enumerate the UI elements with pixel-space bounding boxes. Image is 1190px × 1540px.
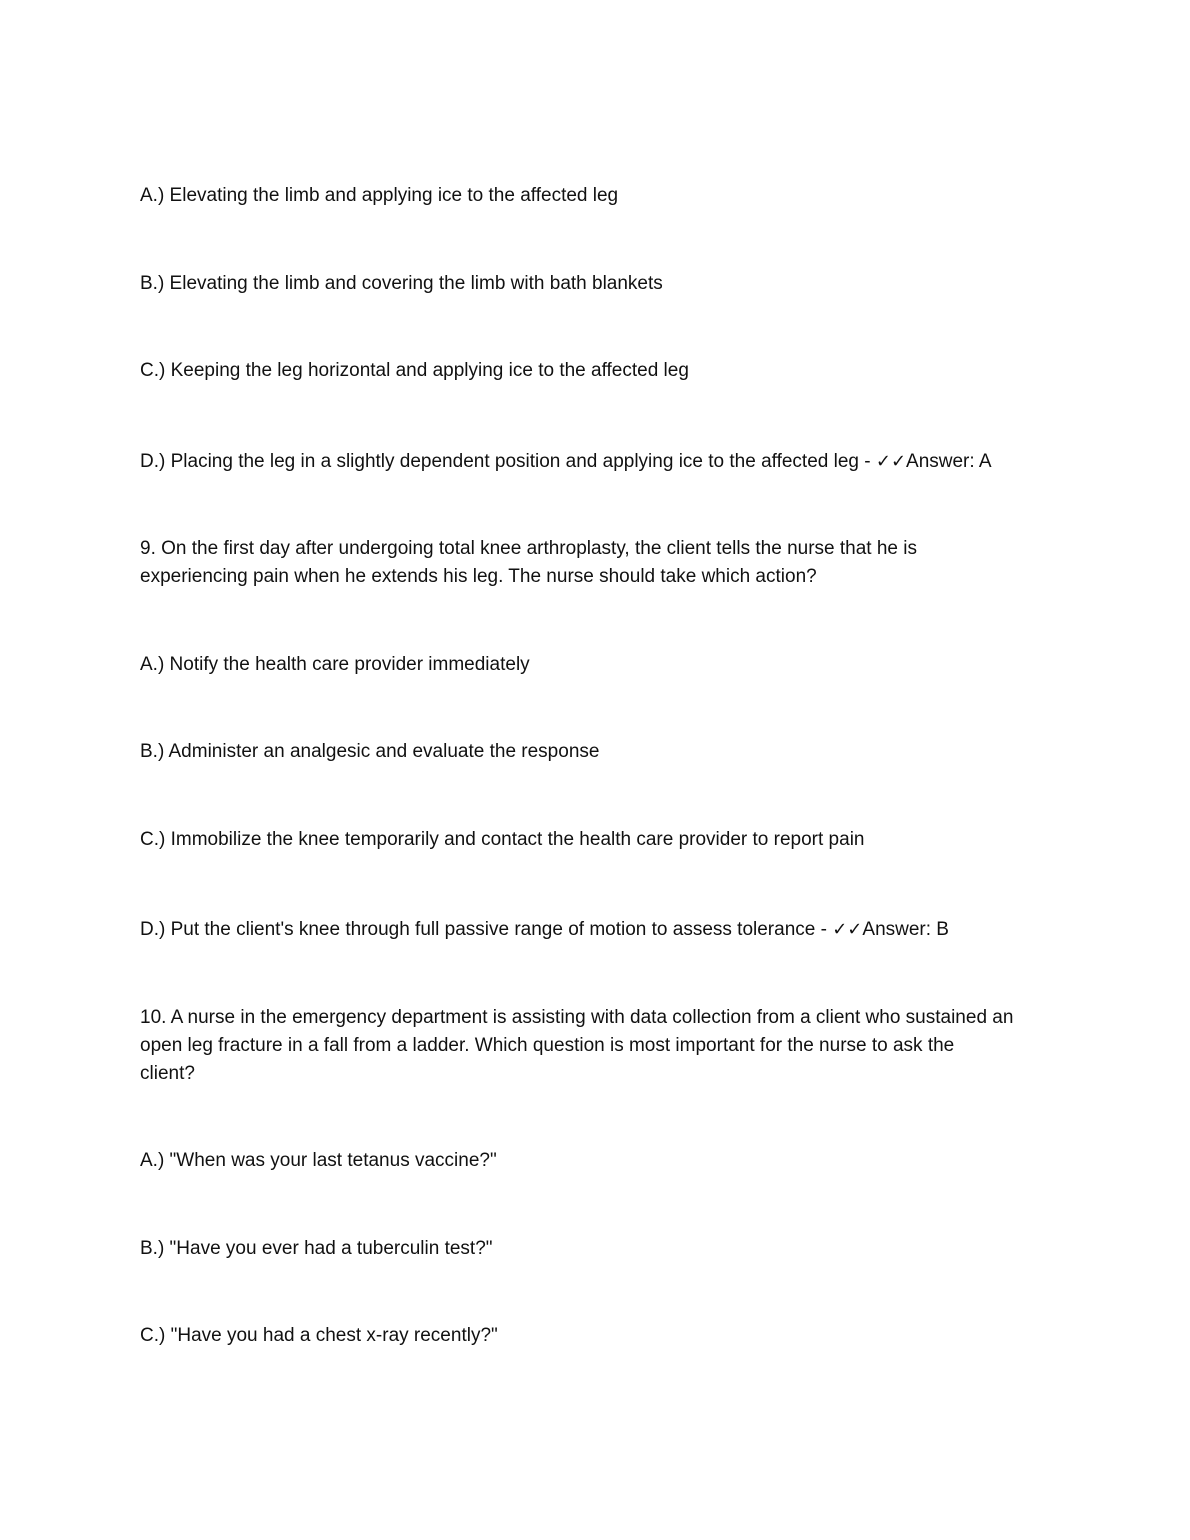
q8-option-b: B.) Elevating the limb and covering the limb with bath blankets	[140, 273, 663, 294]
q9-option-d-text: D.) Put the client's knee through full passive range of motion to assess tolerance -	[140, 919, 833, 940]
q9-option-d	[140, 916, 1060, 944]
q9-option-a: A.) Notify the health care provider immediately	[140, 654, 530, 675]
q10-question-line-1: 10. A nurse in the emergency department is assisting with data collection from a client who sustained an	[140, 1007, 1014, 1028]
q8-option-c: C.) Keeping the leg horizontal and applying ice to the affected leg	[140, 360, 689, 381]
q9-answer: Answer: B	[862, 919, 949, 940]
q10-question-line-2: open leg fracture in a fall from a ladder. Which question is most important for the nurse to ask the	[140, 1035, 955, 1056]
q10-option-c: C.) "Have you had a chest x-ray recently?"	[140, 1325, 498, 1346]
check-icon: ✓✓	[875, 451, 907, 472]
q10-question	[140, 1004, 1060, 1088]
q9-question-line-2: experiencing pain when he extends his leg. The nurse should take which action?	[140, 566, 817, 587]
q8-option-d-text: D.) Placing the leg in a slightly dependent position and applying ice to the affected leg -	[140, 451, 876, 472]
q10-option-b: B.) "Have you ever had a tuberculin test?"	[140, 1238, 493, 1259]
q9-question	[140, 535, 1060, 591]
q10-question-line-3: client?	[140, 1063, 195, 1084]
check-icon: ✓✓	[832, 919, 863, 940]
q9-question-line-1: 9. On the first day after undergoing total knee arthroplasty, the client tells the nurse that he is	[140, 538, 917, 559]
q9-option-b: B.) Administer an analgesic and evaluate the response	[140, 741, 600, 762]
q8-option-a: A.) Elevating the limb and applying ice to the affected leg	[140, 185, 619, 206]
q8-answer: Answer: A	[906, 451, 992, 472]
q10-option-a: A.) "When was your last tetanus vaccine?"	[140, 1150, 497, 1171]
q9-option-c: C.) Immobilize the knee temporarily and contact the health care provider to report pain	[140, 829, 865, 850]
q8-option-d	[140, 448, 1060, 476]
